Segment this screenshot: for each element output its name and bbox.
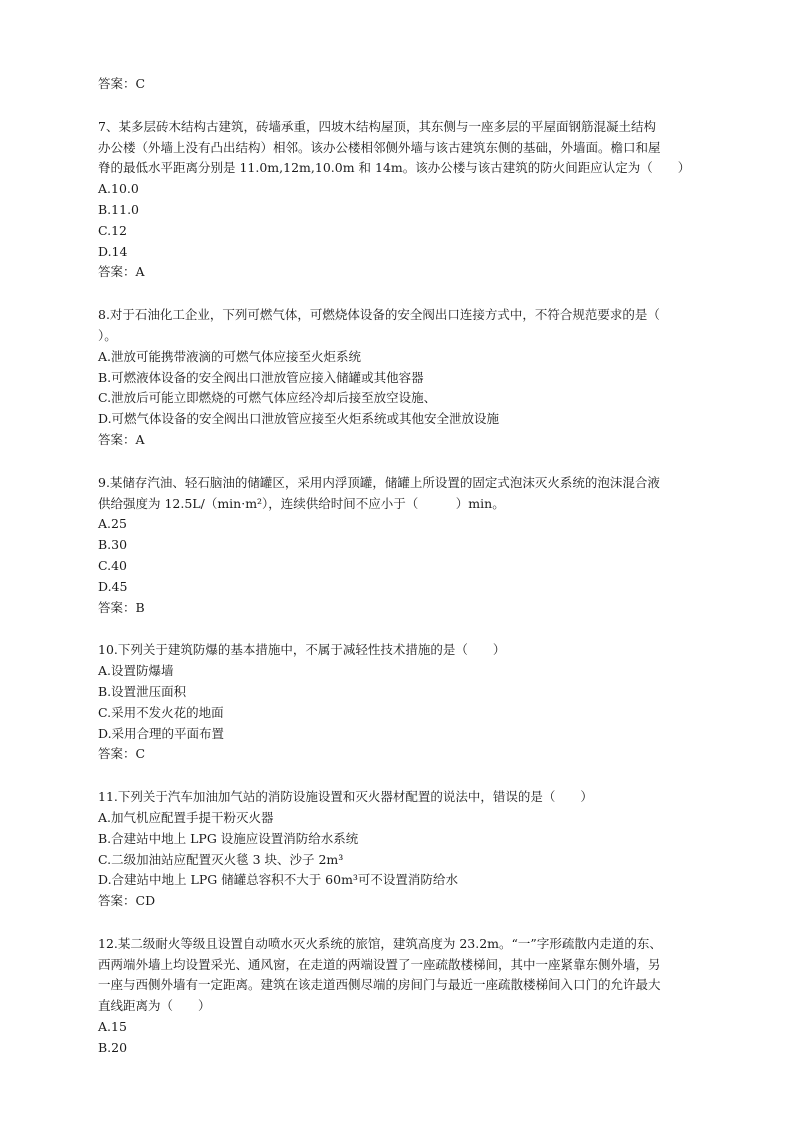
option-d: D.14 [98, 243, 128, 259]
stem-line: 12.某二级耐火等级且设置自动喷水灭火系统的旅馆，建筑高度为 23.2m。“一”字形疏散内走道的东、 [98, 935, 662, 951]
option-d: D.合建站中地上 LPG 储罐总容积不大于 60m³可不设置消防给水 [98, 872, 458, 888]
option-d: D.45 [98, 578, 128, 594]
stem-line: 供给强度为 12.5L/（min·m²），连续供给时间不应小于（ ）min。 [98, 495, 505, 511]
option-c: C.12 [98, 222, 127, 238]
option-a: A.25 [98, 516, 127, 532]
option-a: A.设置防爆墙 [98, 663, 174, 679]
option-b: B.可燃液体设备的安全阀出口泄放管应接入储罐或其他容器 [98, 369, 424, 385]
question-stem [98, 787, 734, 808]
question-7 [98, 117, 734, 283]
answer: 答案：A [98, 431, 145, 447]
option-d: D.可燃气体设备的安全阀出口泄放管应接至火炬系统或其他安全泄放设施 [98, 411, 500, 427]
answer: 答案：C [98, 746, 146, 762]
option-b: B.30 [98, 537, 128, 553]
stem-line: 办公楼（外墙上没有凸出结构）相邻。该办公楼相邻侧外墙与该古建筑东侧的基础，外墙面。檐口和屋 [98, 139, 661, 155]
question-stem [98, 934, 734, 1017]
question-11 [98, 787, 734, 912]
stem-line: 9.某储存汽油、轻石脑油的储罐区，采用内浮顶罐，储罐上所设置的固定式泡沫灭火系统的泡沫混合液 [98, 474, 660, 490]
question-12 [98, 934, 734, 1059]
stem-line: 西两端外墙上均设置采光、通风窗，在走道的两端设置了一座疏散楼梯间，其中一座紧靠东侧外墙，另 [98, 956, 661, 972]
option-c: C.泄放后可能立即燃烧的可燃气体应经冷却后接至放空设施、 [98, 390, 437, 406]
option-b: B.设置泄压面积 [98, 683, 187, 699]
stem-line: 10.下列关于建筑防爆的基本措施中，不属于减轻性技术措施的是（ ） [98, 642, 506, 658]
option-a: A.10.0 [98, 181, 139, 197]
stem-line: 11.下列关于汽车加油加气站的消防设施设置和灭火器材配置的说法中，错误的是（ ） [98, 789, 593, 805]
document-content [98, 74, 734, 1059]
answer: 答案：B [98, 599, 145, 615]
option-c: C.二级加油站应配置灭火毯 3 块、沙子 2m³ [98, 851, 344, 867]
option-b: B.合建站中地上 LPG 设施应设置消防给水系统 [98, 830, 359, 846]
option-c: C.采用不发火花的地面 [98, 704, 224, 720]
question-stem [98, 473, 734, 515]
option-a: A.泄放可能携带液滴的可燃气体应接至火炬系统 [98, 348, 362, 364]
question-stem [98, 117, 734, 179]
question-8 [98, 305, 734, 451]
stem-line: 脊的最低水平距离分别是 11.0m,12m,10.0m 和 14m。该办公楼与该古建筑的防火间距应认定为（ ） [98, 160, 691, 176]
option-b: B.11.0 [98, 201, 139, 217]
question-stem [98, 305, 734, 347]
stem-line: 直线距离为（ ） [98, 998, 211, 1014]
question-stem [98, 640, 734, 661]
option-b: B.20 [98, 1039, 128, 1055]
question-9 [98, 473, 734, 619]
answer: 答案：CD [98, 893, 156, 909]
stem-line: ）。 [98, 327, 117, 343]
stem-line: 8.对于石油化工企业，下列可燃气体，可燃烧体设备的安全阀出口连接方式中，不符合规范要求的是（ [98, 307, 660, 323]
option-c: C.40 [98, 557, 127, 573]
option-d: D.采用合理的平面布置 [98, 725, 225, 741]
question-10 [98, 640, 734, 765]
stem-line: 一座与西侧外墙有一定距离。建筑在该走道西侧尽端的房间门与最近一座疏散楼梯间入口门的允许最大 [98, 977, 661, 993]
option-a: A.15 [98, 1019, 127, 1035]
answer-q6: 答案：C [98, 76, 146, 91]
option-a: A.加气机应配置手提干粉灭火器 [98, 809, 274, 825]
stem-line: 7、某多层砖木结构古建筑，砖墙承重，四坡木结构屋顶，其东侧与一座多层的平屋面钢筋混凝土结构 [98, 118, 656, 134]
answer: 答案：A [98, 264, 145, 280]
